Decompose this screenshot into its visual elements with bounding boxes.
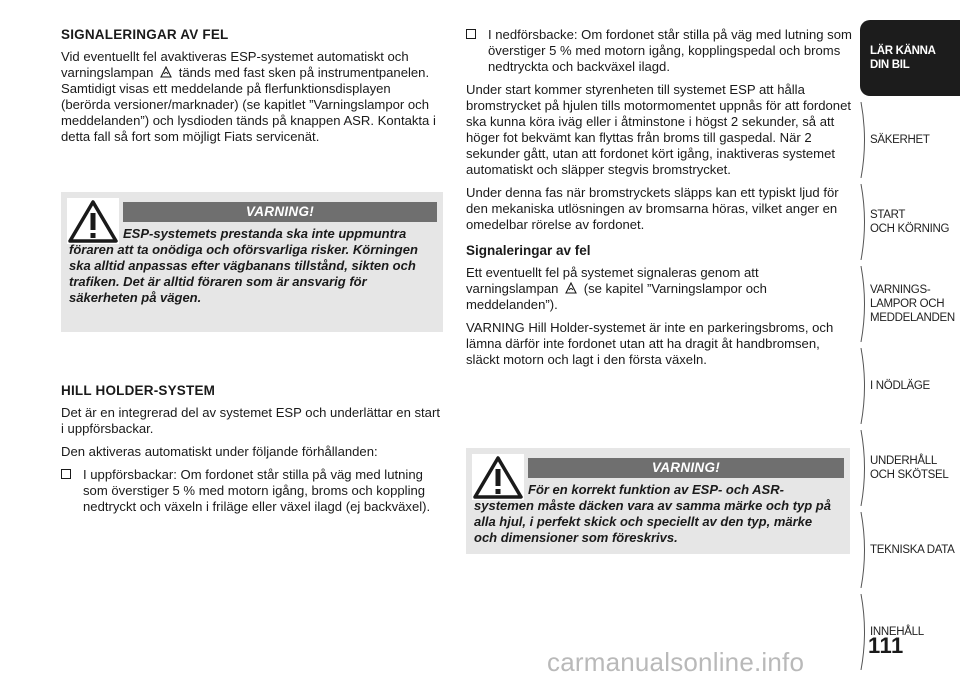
list-item-uphill bbox=[61, 467, 443, 515]
tab-edge-icon bbox=[860, 348, 870, 424]
tab-label: START OCH KÖRNING bbox=[870, 209, 950, 235]
paragraph-hill-holder-intro: Det är en integrerad del av systemet ESP och underlättar en start i uppförsbackar. bbox=[61, 405, 440, 436]
tab-label: TEKNISKA DATA bbox=[870, 544, 955, 556]
page-number: 111 bbox=[868, 633, 904, 658]
tab-tekniska-data[interactable] bbox=[860, 512, 960, 588]
tab-sakerhet[interactable] bbox=[860, 102, 960, 178]
tab-edge-icon bbox=[860, 266, 870, 342]
tab-label: INNEHÅLL bbox=[870, 626, 924, 638]
list-item-text: I nedförsbacke: Om fordonet står stilla på väg med lutning som överstiger 5 % med motorn igång, kopplingspedal och broms nedtryckta och backväxel ilagd. bbox=[488, 27, 852, 74]
warning-box-esp bbox=[61, 192, 443, 332]
hill-holder-section bbox=[61, 383, 443, 522]
subheading-fault-signals: Signaleringar av fel bbox=[466, 243, 591, 258]
warning-text: För en korrekt funktion av ESP- och ASR-systemen måste däcken vara av samma märke och typ på alla hjul, i perfekt skick och speciellt av den typ, märke och dimensioner som föreskrivs. bbox=[474, 482, 831, 545]
tab-edge-icon bbox=[860, 512, 870, 588]
tab-label: I NÖDLÄGE bbox=[870, 380, 930, 392]
esp-warning-lamp-icon bbox=[160, 66, 172, 78]
paragraph-system-fault-part2: (se kapitel ”Varningslampor och meddelanden”). bbox=[466, 281, 767, 312]
warning-text: ESP-systemets prestanda ska inte uppmuntra föraren att ta onödiga och oförsvarliga risker. Körningen ska alltid anpassas efter vägbanans tillstånd, sikten och trafiken. Det är alltid föraren som är ansvarig för säkerheten på vägen. bbox=[69, 226, 418, 305]
section-heading-fault-signals: SIGNALERINGAR AV FEL bbox=[61, 27, 229, 42]
paragraph-release-sound: Under denna fas när bromstryckets släpps kan ett typiskt ljud för den mekaniska utlösningen av bromsarna höras, vilket anger en omedelbar rörelse av fordonet. bbox=[466, 185, 839, 232]
paragraph-esp-fault-part1: Vid eventuellt fel avaktiveras ESP-systemet automatiskt och varningslampan bbox=[61, 49, 409, 80]
tab-start-och-korning[interactable] bbox=[860, 184, 960, 260]
tab-label: LÄR KÄNNA DIN BIL bbox=[870, 45, 936, 71]
paragraph-esp-fault-part2: tänds med fast sken på instrumentpanelen. Samtidigt visas ett meddelande på flerfunktionsdisplayen (berörda versioner/marknader) (se kapitlet ”Varningslampor och meddelanden”) och lysdioden tänds på knappen ASR. Kontakta i detta fall så fort som möjligt Fiats servicenät. bbox=[61, 65, 436, 144]
watermark: carmanualsonline.info bbox=[547, 647, 805, 677]
list-item-downhill bbox=[466, 27, 854, 75]
warning-label: VARNING! bbox=[528, 458, 844, 478]
tab-varningslampor[interactable] bbox=[860, 266, 960, 342]
paragraph-activation: Den aktiveras automatiskt under följande förhållanden: bbox=[61, 444, 378, 459]
paragraph-system-fault bbox=[466, 265, 854, 313]
checkbox-bullet-icon bbox=[61, 469, 71, 479]
left-column bbox=[61, 27, 443, 152]
list-item-text: I uppförsbackar: Om fordonet står stilla på väg med lutning som överstiger 5 % med motorn igång, broms och koppling nedtryckt och växeln i friläge eller växel ilagd (ej backväxel). bbox=[83, 467, 431, 514]
esp-warning-lamp-icon bbox=[565, 282, 577, 294]
checkbox-bullet-icon bbox=[466, 29, 476, 39]
tab-lar-kanna-din-bil[interactable] bbox=[860, 20, 960, 96]
warning-box-tyres bbox=[466, 448, 850, 554]
right-column bbox=[466, 27, 854, 375]
tab-label: VARNINGS- LAMPOR OCH MEDDELANDEN bbox=[870, 284, 955, 324]
section-heading-hill-holder: HILL HOLDER-SYSTEM bbox=[61, 383, 216, 398]
paragraph-brake-pressure: Under start kommer styrenheten till systemet ESP att hålla bromstrycket på hjulen tills motormomentet uppnås för att fordonet ska kunna köra iväg eller i åtminstone i högst 2 sekunder, så att höger fot bekvämt kan flyttas från broms till gaspedal. När 2 sekunder gått, utan att fordonet kört igång, inaktiveras systemet automatiskt och släpper stegvis bromstrycket. bbox=[466, 82, 851, 177]
tab-edge-icon bbox=[860, 184, 870, 260]
tab-i-nodlage[interactable] bbox=[860, 348, 960, 424]
tab-edge-icon bbox=[860, 102, 870, 178]
tab-edge-icon bbox=[860, 430, 870, 506]
paragraph-system-fault-part1: Ett eventuellt fel på systemet signaleras genom att varningslampan bbox=[466, 265, 759, 296]
paragraph-parking-brake-warning: VARNING Hill Holder-systemet är inte en parkeringsbroms, och lämna därför inte fordonet utan att ha dragit åt handbromsen, släckt motorn och lagt i den första växeln. bbox=[466, 320, 834, 367]
tab-underhall[interactable] bbox=[860, 430, 960, 506]
tab-label: UNDERHÅLL OCH SKÖTSEL bbox=[870, 455, 949, 481]
paragraph-esp-fault bbox=[61, 49, 443, 145]
warning-label: VARNING! bbox=[123, 202, 437, 222]
tab-label: SÄKERHET bbox=[870, 134, 930, 146]
